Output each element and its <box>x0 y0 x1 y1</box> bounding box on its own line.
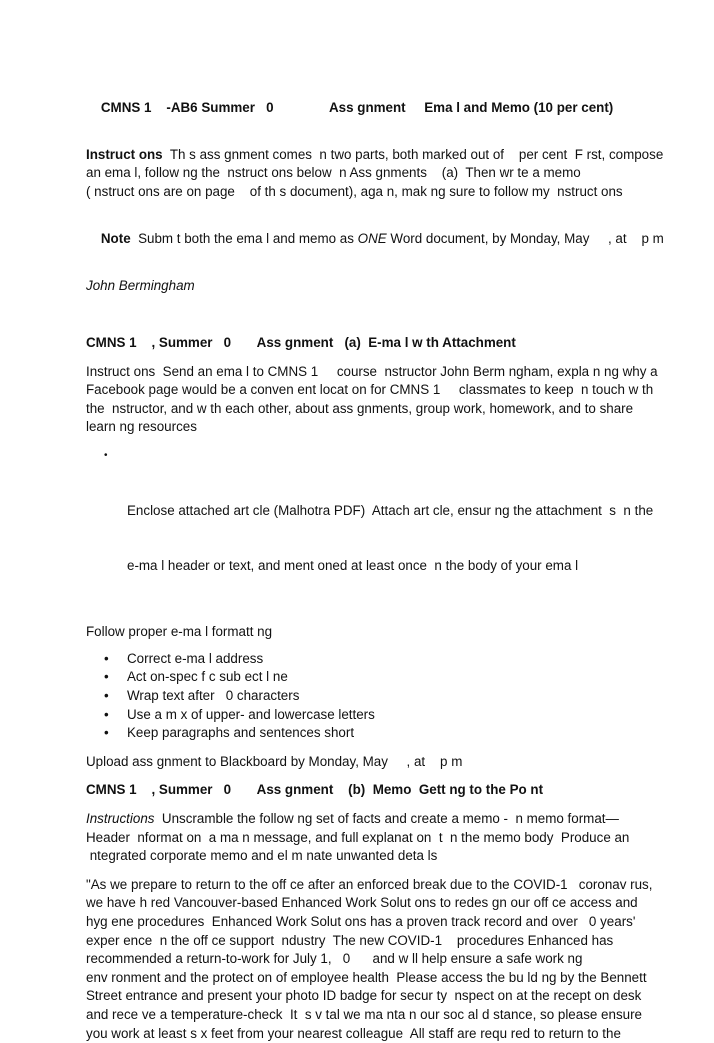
instructions-label: Instruct ons <box>86 146 163 162</box>
list-item <box>86 446 654 613</box>
format-item: Correct e-ma l address <box>127 650 264 666</box>
instructions-paragraph <box>86 146 664 202</box>
format-list <box>86 650 642 743</box>
note-emphasis: ONE <box>357 231 387 247</box>
quote-line: Street entrance and present your photo ID badge for secur ty nspect on at the recept on desk <box>86 988 642 1004</box>
note-paragraph <box>86 212 664 268</box>
document-page <box>86 80 664 1043</box>
note-text-before: Subm t both the ema l and memo as <box>130 231 358 247</box>
part-b-line: Header nformat on a ma n message, and full explanat on t n the memo body Produce an <box>86 829 630 845</box>
quote-line: hyg ene procedures Enhanced Work Solut ons has a proven track record and over 0 years' <box>86 913 636 929</box>
note-text-after: Word document, by Monday, May , at p m <box>386 231 664 247</box>
list-item <box>86 706 642 725</box>
list-item <box>86 687 642 706</box>
course-code: CMNS 1 -AB6 Summer 0 <box>100 99 274 115</box>
part-b-line: Unscramble the follow ng set of facts and create a memo - n memo format— <box>154 811 619 826</box>
bullet-line: e-ma l header or text, and ment oned at least once n the body of your ema l <box>127 558 579 574</box>
document-title <box>86 80 642 136</box>
assignment-title: Ass gnment Ema l and Memo (10 per cent) <box>329 99 614 115</box>
quote-line: recommended a return-to-work for July 1, 0 and w ll help ensure a safe work ng <box>86 951 583 967</box>
part-a-line: Instruct ons Send an ema l to CMNS 1 course nstructor John Berm ngham, expla n ng why a <box>86 363 658 379</box>
bullet-icon: • <box>104 449 108 461</box>
list-item <box>86 650 642 669</box>
memo-facts-quote <box>86 876 653 1043</box>
bullet-icon: • <box>104 669 109 685</box>
author-name: John Bermingham <box>86 278 195 294</box>
attachment-list <box>86 446 654 613</box>
instructions-line-2: an ema l, follow ng the nstruct ons below n Ass gnments (a) Then wr te a memo <box>86 165 581 181</box>
part-a-line: Facebook page would be a conven ent locat on for CMNS 1 classmates to keep n touch w th <box>86 382 654 398</box>
part-b-heading: CMNS 1 , Summer 0 Ass gnment (b) Memo Gett ng to the Po nt <box>86 782 544 798</box>
quote-line: and rece ve a temperature-check It s v tal we ma nta n our soc al d stance, so please ensure <box>86 1006 642 1022</box>
part-b-line: ntegrated corporate memo and el m nate unwanted deta ls <box>86 848 438 864</box>
quote-line: env ronment and the protect on of employee health Please access the bu ld ng by the Bennett <box>86 969 647 985</box>
bullet-icon: • <box>104 688 109 704</box>
part-a-line: learn ng resources <box>86 419 197 435</box>
part-b-instructions <box>86 810 642 866</box>
part-b-instructions-label: Instructions <box>86 811 155 826</box>
bullet-icon: • <box>104 725 109 741</box>
format-item: Keep paragraphs and sentences short <box>127 725 355 741</box>
bullet-icon: • <box>104 706 109 722</box>
part-a-instructions <box>86 363 658 437</box>
upload-instruction: Upload ass gnment to Blackboard by Monday, May , at p m <box>86 753 463 769</box>
bullet-icon: • <box>104 650 109 666</box>
format-label: Follow proper e-ma l formatt ng <box>86 624 273 640</box>
quote-line: you work at least s x feet from your nearest colleague All staff are requ red to return to the <box>86 1025 621 1041</box>
part-a-heading: CMNS 1 , Summer 0 Ass gnment (a) E-ma l w th Attachment <box>86 334 516 350</box>
note-label: Note <box>100 231 131 247</box>
quote-line: exper ence n the off ce support ndustry The new COVID-1 procedures Enhanced has <box>86 932 614 948</box>
instructions-line-1: Th s ass gnment comes n two parts, both marked out of per cent F rst, compose <box>162 146 664 162</box>
instructions-line-3: ( nstruct ons are on page of th s document), aga n, mak ng sure to follow my nstruct ons <box>86 183 623 199</box>
quote-line: we have h red Vancouver-based Enhanced Work Solut ons to redes gn our off ce access and <box>86 895 638 911</box>
list-item <box>86 668 642 687</box>
format-item: Use a m x of upper- and lowercase letters <box>127 706 375 722</box>
format-item: Act on-spec f c sub ect l ne <box>127 669 288 685</box>
bullet-line: Enclose attached art cle (Malhotra PDF) Attach art cle, ensur ng the attachment s n the <box>127 502 654 518</box>
quote-line: "As we prepare to return to the off ce after an enforced break due to the COVID-1 coronav rus, <box>86 876 653 892</box>
part-a-line: the nstructor, and w th each other, about ass gnments, group work, homework, and to share <box>86 400 634 416</box>
list-item <box>86 724 642 743</box>
format-item: Wrap text after 0 characters <box>127 688 300 704</box>
